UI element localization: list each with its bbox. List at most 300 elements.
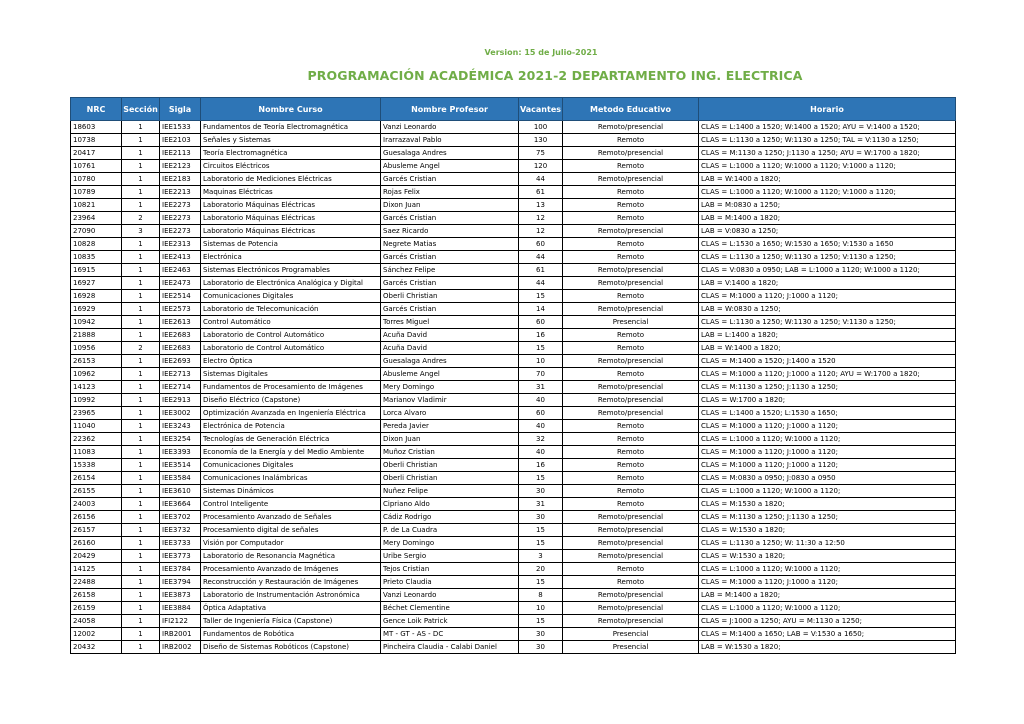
table-row <box>71 589 956 602</box>
nombre-profesor-cell: Dixon Juan <box>381 433 519 446</box>
nrc-cell: 10780 <box>71 173 122 186</box>
nrc-cell: 22362 <box>71 433 122 446</box>
seccion-cell: 1 <box>122 134 160 147</box>
table-row <box>71 602 956 615</box>
seccion-cell: 1 <box>122 316 160 329</box>
nrc-cell: 26153 <box>71 355 122 368</box>
table-row <box>71 342 956 355</box>
metodo-educativo-cell: Remoto <box>563 472 699 485</box>
metodo-educativo-cell: Remoto/presencial <box>563 615 699 628</box>
sigla-cell: IEE2613 <box>160 316 201 329</box>
nombre-curso-cell: Control Automático <box>201 316 381 329</box>
nrc-cell: 26154 <box>71 472 122 485</box>
nombre-curso-cell: Economía de la Energía y del Medio Ambiente <box>201 446 381 459</box>
sigla-cell: IEE2693 <box>160 355 201 368</box>
table-row <box>71 394 956 407</box>
vacantes-cell: 15 <box>519 472 563 485</box>
nombre-profesor-cell: Cipriano Aldo <box>381 498 519 511</box>
vacantes-cell: 70 <box>519 368 563 381</box>
horario-cell: CLAS = L:1000 a 1120; W:1000 a 1120; V:1000 a 1120; <box>699 160 956 173</box>
col-header-nrc: NRC <box>71 98 122 121</box>
metodo-educativo-cell: Remoto/presencial <box>563 303 699 316</box>
sigla-cell: IEE2113 <box>160 147 201 160</box>
nrc-cell: 15338 <box>71 459 122 472</box>
sigla-cell: IEE2273 <box>160 199 201 212</box>
metodo-educativo-cell: Remoto/presencial <box>563 602 699 615</box>
table-body <box>71 121 956 654</box>
horario-cell: CLAS = L:1400 a 1520; W:1400 a 1520; AYU = V:1400 a 1520; <box>699 121 956 134</box>
table-row <box>71 550 956 563</box>
vacantes-cell: 75 <box>519 147 563 160</box>
seccion-cell: 1 <box>122 563 160 576</box>
vacantes-cell: 15 <box>519 290 563 303</box>
table-row <box>71 485 956 498</box>
nrc-cell: 10835 <box>71 251 122 264</box>
table-row <box>71 238 956 251</box>
seccion-cell: 1 <box>122 511 160 524</box>
seccion-cell: 1 <box>122 277 160 290</box>
col-header-vacantes: Vacantes <box>519 98 563 121</box>
vacantes-cell: 120 <box>519 160 563 173</box>
metodo-educativo-cell: Remoto <box>563 134 699 147</box>
seccion-cell: 1 <box>122 589 160 602</box>
sigla-cell: IEE2683 <box>160 329 201 342</box>
nrc-cell: 11040 <box>71 420 122 433</box>
metodo-educativo-cell: Remoto/presencial <box>563 277 699 290</box>
nombre-curso-cell: Laboratorio Máquinas Eléctricas <box>201 199 381 212</box>
vacantes-cell: 8 <box>519 589 563 602</box>
sigla-cell: IEE2463 <box>160 264 201 277</box>
nrc-cell: 10962 <box>71 368 122 381</box>
nombre-profesor-cell: Guesalaga Andres <box>381 355 519 368</box>
horario-cell: CLAS = M:1000 a 1120; J:1000 a 1120; <box>699 290 956 303</box>
nombre-curso-cell: Tecnologías de Generación Eléctrica <box>201 433 381 446</box>
vacantes-cell: 31 <box>519 381 563 394</box>
seccion-cell: 1 <box>122 537 160 550</box>
vacantes-cell: 60 <box>519 407 563 420</box>
nrc-cell: 24003 <box>71 498 122 511</box>
vacantes-cell: 3 <box>519 550 563 563</box>
nombre-curso-cell: Procesamiento digital de señales <box>201 524 381 537</box>
table-row <box>71 433 956 446</box>
vacantes-cell: 60 <box>519 238 563 251</box>
col-header-horario: Horario <box>699 98 956 121</box>
metodo-educativo-cell: Remoto/presencial <box>563 524 699 537</box>
horario-cell: CLAS = L:1000 a 1120; W:1000 a 1120; <box>699 433 956 446</box>
metodo-educativo-cell: Remoto <box>563 199 699 212</box>
nombre-profesor-cell: Marianov Vladimir <box>381 394 519 407</box>
vacantes-cell: 61 <box>519 264 563 277</box>
nombre-curso-cell: Sistemas Dinámicos <box>201 485 381 498</box>
sigla-cell: IEE2514 <box>160 290 201 303</box>
sigla-cell: IEE2683 <box>160 342 201 355</box>
table-row <box>71 381 956 394</box>
horario-cell: LAB = W:1400 a 1820; <box>699 342 956 355</box>
nombre-profesor-cell: Oberli Christian <box>381 472 519 485</box>
col-header-metodo-educativo: Metodo Educativo <box>563 98 699 121</box>
nombre-curso-cell: Laboratorio de Mediciones Eléctricas <box>201 173 381 186</box>
table-row <box>71 290 956 303</box>
vacantes-cell: 32 <box>519 433 563 446</box>
horario-cell: CLAS = M:1130 a 1250; J:1130 a 1250; AYU = W:1700 a 1820; <box>699 147 956 160</box>
seccion-cell: 1 <box>122 238 160 251</box>
metodo-educativo-cell: Remoto <box>563 420 699 433</box>
nombre-profesor-cell: Dixon Juan <box>381 199 519 212</box>
nrc-cell: 21888 <box>71 329 122 342</box>
sigla-cell: IEE3773 <box>160 550 201 563</box>
nombre-profesor-cell: Nuñez Felipe <box>381 485 519 498</box>
nombre-curso-cell: Comunicaciones Digitales <box>201 459 381 472</box>
seccion-cell: 1 <box>122 160 160 173</box>
metodo-educativo-cell: Remoto/presencial <box>563 355 699 368</box>
seccion-cell: 1 <box>122 420 160 433</box>
sigla-cell: IEE3702 <box>160 511 201 524</box>
sigla-cell: IEE2714 <box>160 381 201 394</box>
table-row <box>71 524 956 537</box>
table-row <box>71 641 956 654</box>
horario-cell: CLAS = W:1700 a 1820; <box>699 394 956 407</box>
vacantes-cell: 15 <box>519 342 563 355</box>
horario-cell: LAB = W:1530 a 1820; <box>699 641 956 654</box>
horario-cell: CLAS = L:1000 a 1120; W:1000 a 1120; <box>699 563 956 576</box>
nombre-curso-cell: Diseño Eléctrico (Capstone) <box>201 394 381 407</box>
nombre-curso-cell: Laboratorio de Instrumentación Astronómica <box>201 589 381 602</box>
table-row <box>71 329 956 342</box>
metodo-educativo-cell: Remoto <box>563 160 699 173</box>
nombre-curso-cell: Laboratorio de Resonancia Magnética <box>201 550 381 563</box>
table-row <box>71 173 956 186</box>
seccion-cell: 1 <box>122 615 160 628</box>
sigla-cell: IEE2473 <box>160 277 201 290</box>
nrc-cell: 26160 <box>71 537 122 550</box>
horario-cell: CLAS = M:1130 a 1250; J:1130 a 1250; <box>699 381 956 394</box>
nombre-curso-cell: Electrónica <box>201 251 381 264</box>
nrc-cell: 26156 <box>71 511 122 524</box>
nrc-cell: 12002 <box>71 628 122 641</box>
nombre-curso-cell: Visión por Computador <box>201 537 381 550</box>
nombre-profesor-cell: Rojas Felix <box>381 186 519 199</box>
horario-cell: CLAS = M:1000 a 1120; J:1000 a 1120; <box>699 459 956 472</box>
col-header-nombre-profesor: Nombre Profesor <box>381 98 519 121</box>
nombre-profesor-cell: Tejos Cristian <box>381 563 519 576</box>
nombre-profesor-cell: Garcés Cristian <box>381 303 519 316</box>
metodo-educativo-cell: Remoto <box>563 446 699 459</box>
metodo-educativo-cell: Remoto <box>563 212 699 225</box>
seccion-cell: 1 <box>122 602 160 615</box>
horario-cell: LAB = M:1400 a 1820; <box>699 589 956 602</box>
sigla-cell: IEE3732 <box>160 524 201 537</box>
vacantes-cell: 130 <box>519 134 563 147</box>
nombre-profesor-cell: Vanzi Leonardo <box>381 589 519 602</box>
nombre-profesor-cell: Pincheira Claudia - Calabi Daniel <box>381 641 519 654</box>
nombre-profesor-cell: Acuña David <box>381 329 519 342</box>
vacantes-cell: 44 <box>519 173 563 186</box>
metodo-educativo-cell: Remoto <box>563 485 699 498</box>
metodo-educativo-cell: Remoto <box>563 238 699 251</box>
nombre-curso-cell: Maquinas Eléctricas <box>201 186 381 199</box>
nombre-profesor-cell: Oberli Christian <box>381 459 519 472</box>
nombre-curso-cell: Electro Óptica <box>201 355 381 368</box>
seccion-cell: 1 <box>122 355 160 368</box>
nombre-curso-cell: Reconstrucción y Restauración de Imágenes <box>201 576 381 589</box>
table-row <box>71 355 956 368</box>
table-row <box>71 576 956 589</box>
nombre-curso-cell: Fundamentos de Teoría Electromagnética <box>201 121 381 134</box>
table-row <box>71 316 956 329</box>
nombre-curso-cell: Procesamiento Avanzado de Señales <box>201 511 381 524</box>
metodo-educativo-cell: Remoto/presencial <box>563 121 699 134</box>
vacantes-cell: 10 <box>519 602 563 615</box>
nrc-cell: 16915 <box>71 264 122 277</box>
horario-cell: CLAS = J:1000 a 1250; AYU = M:1130 a 1250; <box>699 615 956 628</box>
nrc-cell: 20429 <box>71 550 122 563</box>
nrc-cell: 10738 <box>71 134 122 147</box>
nrc-cell: 16927 <box>71 277 122 290</box>
seccion-cell: 1 <box>122 264 160 277</box>
seccion-cell: 1 <box>122 498 160 511</box>
vacantes-cell: 12 <box>519 212 563 225</box>
nombre-profesor-cell: Gence Loik Patrick <box>381 615 519 628</box>
table-row <box>71 147 956 160</box>
sigla-cell: IEE3784 <box>160 563 201 576</box>
seccion-cell: 1 <box>122 147 160 160</box>
seccion-cell: 1 <box>122 381 160 394</box>
table-row <box>71 446 956 459</box>
nombre-profesor-cell: P. de La Cuadra <box>381 524 519 537</box>
metodo-educativo-cell: Remoto <box>563 186 699 199</box>
vacantes-cell: 16 <box>519 459 563 472</box>
nombre-profesor-cell: Lorca Alvaro <box>381 407 519 420</box>
nombre-curso-cell: Electrónica de Potencia <box>201 420 381 433</box>
vacantes-cell: 14 <box>519 303 563 316</box>
nombre-curso-cell: Laboratorio Máquinas Eléctricas <box>201 225 381 238</box>
nombre-curso-cell: Laboratorio de Control Automático <box>201 342 381 355</box>
col-header-sigla: Sigla <box>160 98 201 121</box>
nombre-curso-cell: Procesamiento Avanzado de Imágenes <box>201 563 381 576</box>
horario-cell: CLAS = V:0830 a 0950; LAB = L:1000 a 1120; W:1000 a 1120; <box>699 264 956 277</box>
table-row <box>71 121 956 134</box>
metodo-educativo-cell: Remoto/presencial <box>563 407 699 420</box>
version-label: Version: 15 de Julio-2021 <box>484 48 598 57</box>
nombre-curso-cell: Comunicaciones Inalámbricas <box>201 472 381 485</box>
nombre-curso-cell: Laboratorio de Electrónica Analógica y Digital <box>201 277 381 290</box>
table-row <box>71 277 956 290</box>
sigla-cell: IEE2273 <box>160 225 201 238</box>
seccion-cell: 1 <box>122 121 160 134</box>
nombre-profesor-cell: Muñoz Cristian <box>381 446 519 459</box>
horario-cell: LAB = W:1400 a 1820; <box>699 173 956 186</box>
horario-cell: CLAS = M:1000 a 1120; J:1000 a 1120; <box>699 446 956 459</box>
nrc-cell: 24058 <box>71 615 122 628</box>
nombre-curso-cell: Sistemas Electrónicos Programables <box>201 264 381 277</box>
vacantes-cell: 40 <box>519 420 563 433</box>
metodo-educativo-cell: Presencial <box>563 628 699 641</box>
sigla-cell: IEE3002 <box>160 407 201 420</box>
table-row <box>71 251 956 264</box>
nombre-profesor-cell: Oberli Christian <box>381 290 519 303</box>
seccion-cell: 1 <box>122 173 160 186</box>
vacantes-cell: 60 <box>519 316 563 329</box>
horario-cell: LAB = M:0830 a 1250; <box>699 199 956 212</box>
table-row <box>71 264 956 277</box>
seccion-cell: 1 <box>122 524 160 537</box>
metodo-educativo-cell: Remoto <box>563 498 699 511</box>
vacantes-cell: 100 <box>519 121 563 134</box>
metodo-educativo-cell: Remoto <box>563 459 699 472</box>
nrc-cell: 10956 <box>71 342 122 355</box>
sigla-cell: IEE2913 <box>160 394 201 407</box>
horario-cell: CLAS = M:1400 a 1650; LAB = V:1530 a 1650; <box>699 628 956 641</box>
metodo-educativo-cell: Remoto/presencial <box>563 394 699 407</box>
seccion-cell: 1 <box>122 303 160 316</box>
nombre-profesor-cell: Uribe Sergio <box>381 550 519 563</box>
nombre-profesor-cell: Prieto Claudia <box>381 576 519 589</box>
nrc-cell: 14123 <box>71 381 122 394</box>
sigla-cell: IEE2273 <box>160 212 201 225</box>
nrc-cell: 10942 <box>71 316 122 329</box>
seccion-cell: 1 <box>122 290 160 303</box>
horario-cell: LAB = V:0830 a 1250; <box>699 225 956 238</box>
vacantes-cell: 20 <box>519 563 563 576</box>
nombre-curso-cell: Circuitos Eléctricos <box>201 160 381 173</box>
nombre-profesor-cell: Guesalaga Andres <box>381 147 519 160</box>
table-row <box>71 303 956 316</box>
nombre-curso-cell: Laboratorio de Control Automático <box>201 329 381 342</box>
seccion-cell: 1 <box>122 407 160 420</box>
sigla-cell: IEE2313 <box>160 238 201 251</box>
sigla-cell: IRB2001 <box>160 628 201 641</box>
nombre-curso-cell: Óptica Adaptativa <box>201 602 381 615</box>
nrc-cell: 10828 <box>71 238 122 251</box>
seccion-cell: 1 <box>122 394 160 407</box>
nombre-profesor-cell: Garcés Cristian <box>381 251 519 264</box>
horario-cell: CLAS = L:1000 a 1120; W:1000 a 1120; <box>699 602 956 615</box>
table-row <box>71 537 956 550</box>
seccion-cell: 1 <box>122 459 160 472</box>
sigla-cell: IEE3873 <box>160 589 201 602</box>
vacantes-cell: 15 <box>519 524 563 537</box>
sigla-cell: IEE1533 <box>160 121 201 134</box>
nrc-cell: 10789 <box>71 186 122 199</box>
table-row <box>71 134 956 147</box>
table-header-row <box>71 98 956 121</box>
nombre-curso-cell: Laboratorio Máquinas Eléctricas <box>201 212 381 225</box>
vacantes-cell: 13 <box>519 199 563 212</box>
table-row <box>71 628 956 641</box>
seccion-cell: 1 <box>122 576 160 589</box>
table-row <box>71 160 956 173</box>
nombre-profesor-cell: Béchet Clementine <box>381 602 519 615</box>
metodo-educativo-cell: Remoto <box>563 342 699 355</box>
horario-cell: CLAS = L:1000 a 1120; W:1000 a 1120; <box>699 485 956 498</box>
metodo-educativo-cell: Remoto <box>563 368 699 381</box>
table-row <box>71 615 956 628</box>
sigla-cell: IEE2183 <box>160 173 201 186</box>
nrc-cell: 16928 <box>71 290 122 303</box>
horario-cell: CLAS = L:1130 a 1250; W:1130 a 1250; V:1130 a 1250; <box>699 251 956 264</box>
col-header-seccion: Sección <box>122 98 160 121</box>
nombre-profesor-cell: Irarrazaval Pablo <box>381 134 519 147</box>
metodo-educativo-cell: Remoto <box>563 576 699 589</box>
nombre-curso-cell: Fundamentos de Procesamiento de Imágenes <box>201 381 381 394</box>
horario-cell: CLAS = L:1130 a 1250; W:1130 a 1250; V:1130 a 1250; <box>699 316 956 329</box>
horario-cell: CLAS = M:0830 a 0950; J:0830 a 0950 <box>699 472 956 485</box>
nrc-cell: 10992 <box>71 394 122 407</box>
metodo-educativo-cell: Presencial <box>563 316 699 329</box>
nrc-cell: 20432 <box>71 641 122 654</box>
nombre-profesor-cell: Saez Ricardo <box>381 225 519 238</box>
nombre-profesor-cell: Mery Domingo <box>381 381 519 394</box>
metodo-educativo-cell: Remoto <box>563 563 699 576</box>
vacantes-cell: 30 <box>519 511 563 524</box>
metodo-educativo-cell: Remoto/presencial <box>563 381 699 394</box>
table-row <box>71 563 956 576</box>
metodo-educativo-cell: Remoto/presencial <box>563 225 699 238</box>
nrc-cell: 22488 <box>71 576 122 589</box>
vacantes-cell: 16 <box>519 329 563 342</box>
nombre-curso-cell: Diseño de Sistemas Robóticos (Capstone) <box>201 641 381 654</box>
vacantes-cell: 15 <box>519 615 563 628</box>
sigla-cell: IRB2002 <box>160 641 201 654</box>
nombre-profesor-cell: Negrete Matias <box>381 238 519 251</box>
nrc-cell: 20417 <box>71 147 122 160</box>
seccion-cell: 1 <box>122 329 160 342</box>
horario-cell: CLAS = M:1000 a 1120; J:1000 a 1120; AYU = W:1700 a 1820; <box>699 368 956 381</box>
nrc-cell: 11083 <box>71 446 122 459</box>
nrc-cell: 26155 <box>71 485 122 498</box>
metodo-educativo-cell: Remoto/presencial <box>563 147 699 160</box>
vacantes-cell: 30 <box>519 628 563 641</box>
sigla-cell: IEE3584 <box>160 472 201 485</box>
nombre-curso-cell: Comunicaciones Digitales <box>201 290 381 303</box>
horario-cell: LAB = M:1400 a 1820; <box>699 212 956 225</box>
vacantes-cell: 40 <box>519 446 563 459</box>
nombre-profesor-cell: Sánchez Felipe <box>381 264 519 277</box>
vacantes-cell: 44 <box>519 277 563 290</box>
seccion-cell: 1 <box>122 641 160 654</box>
metodo-educativo-cell: Remoto/presencial <box>563 511 699 524</box>
col-header-nombre-curso: Nombre Curso <box>201 98 381 121</box>
nombre-curso-cell: Fundamentos de Robótica <box>201 628 381 641</box>
sigla-cell: IEE3664 <box>160 498 201 511</box>
table-row <box>71 459 956 472</box>
table-row <box>71 186 956 199</box>
seccion-cell: 2 <box>122 212 160 225</box>
metodo-educativo-cell: Presencial <box>563 641 699 654</box>
nombre-curso-cell: Sistemas de Potencia <box>201 238 381 251</box>
vacantes-cell: 10 <box>519 355 563 368</box>
horario-cell: CLAS = L:1130 a 1250; W: 11:30 a 12:50 <box>699 537 956 550</box>
horario-cell: CLAS = W:1530 a 1820; <box>699 550 956 563</box>
nrc-cell: 18603 <box>71 121 122 134</box>
vacantes-cell: 40 <box>519 394 563 407</box>
metodo-educativo-cell: Remoto <box>563 290 699 303</box>
horario-cell: LAB = V:1400 a 1820; <box>699 277 956 290</box>
horario-cell: CLAS = M:1530 a 1820; <box>699 498 956 511</box>
sigla-cell: IEE2123 <box>160 160 201 173</box>
sigla-cell: IEE3393 <box>160 446 201 459</box>
nombre-curso-cell: Control Inteligente <box>201 498 381 511</box>
metodo-educativo-cell: Remoto/presencial <box>563 589 699 602</box>
sigla-cell: IEE3610 <box>160 485 201 498</box>
horario-cell: CLAS = M:1000 a 1120; J:1000 a 1120; <box>699 420 956 433</box>
seccion-cell: 1 <box>122 368 160 381</box>
horario-cell: CLAS = L:1000 a 1120; W:1000 a 1120; V:1000 a 1120; <box>699 186 956 199</box>
nombre-curso-cell: Taller de Ingeniería Física (Capstone) <box>201 615 381 628</box>
nrc-cell: 26158 <box>71 589 122 602</box>
nombre-profesor-cell: Abusleme Angel <box>381 368 519 381</box>
vacantes-cell: 15 <box>519 537 563 550</box>
